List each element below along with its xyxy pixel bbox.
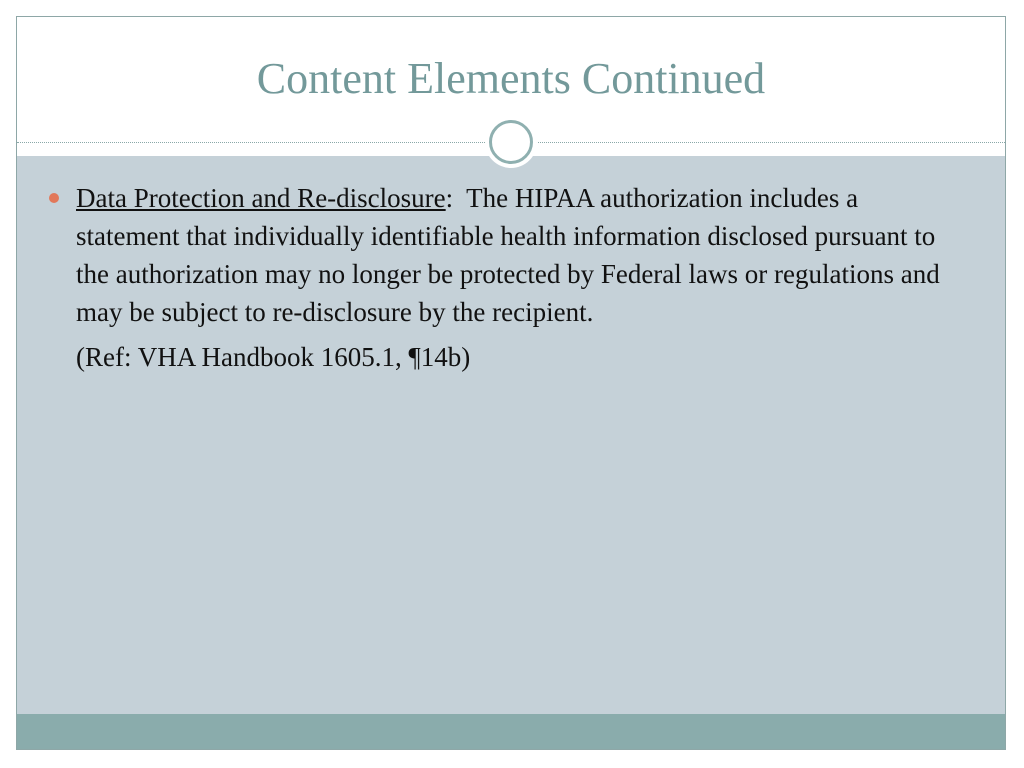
circle-ornament-icon bbox=[489, 120, 533, 164]
footer-bar bbox=[17, 714, 1005, 749]
bullet-list bbox=[49, 179, 949, 376]
slide bbox=[16, 16, 1006, 750]
bullet-item bbox=[49, 179, 949, 331]
bullet-dot-icon bbox=[49, 193, 59, 203]
slide-title: Content Elements Continued bbox=[256, 54, 766, 103]
bullet-separator: : bbox=[445, 183, 467, 213]
reference-line: (Ref: VHA Handbook 1605.1, ¶14b) bbox=[76, 342, 471, 372]
bullet-text: The HIPAA authorization includes a statement that individually identifiable health information disclosed pursuant to the authorization may no longer be protected by Federal laws or regulations and may be subject to re-disclosure by the recipient. bbox=[76, 183, 940, 327]
bullet-term: Data Protection and Re-disclosure bbox=[76, 183, 446, 213]
